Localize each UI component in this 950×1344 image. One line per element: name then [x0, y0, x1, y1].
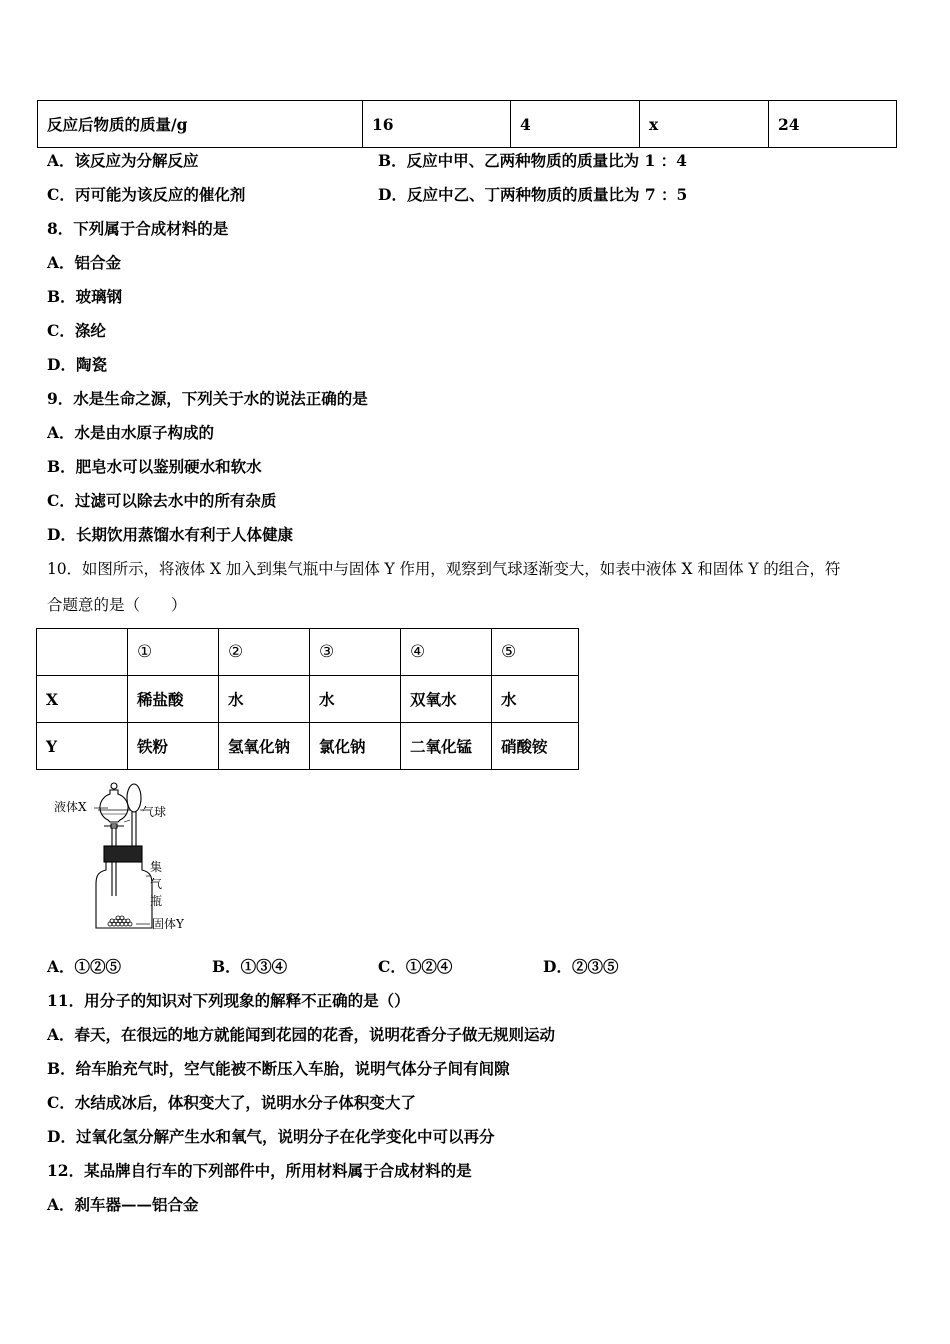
- table-row: [38, 101, 897, 148]
- q11-option-a: A．春天，在很远的地方就能闻到花园的花香，说明花香分子做无规则运动: [47, 1025, 556, 1044]
- row-label: 反应后物质的质量/g: [38, 101, 363, 148]
- q10-stem-line2: 合题意的是（ ）: [47, 596, 187, 614]
- q11-option-b: B．给车胎充气时，空气能被不断压入车胎，说明气体分子间有间隙: [47, 1059, 510, 1078]
- rubber-stopper: [104, 846, 142, 862]
- q10-option-c: C．①②④: [378, 957, 453, 976]
- q10-option-d: D．②③⑤: [543, 957, 619, 976]
- q10-stem-line1: 10．如图所示，将液体 X 加入到集气瓶中与固体 Y 作用，观察到气球逐渐变大，如表中液体 X 和固体 Y 的组合，符: [47, 560, 841, 578]
- q9-option-d: D．长期饮用蒸馏水有利于人体健康: [47, 525, 293, 544]
- q12-option-a: A．刹车器——铝合金: [47, 1195, 199, 1214]
- q9-option-b: B．肥皂水可以鉴别硬水和软水: [47, 457, 262, 476]
- q11-stem: 11．用分子的知识对下列现象的解释不正确的是（）: [47, 991, 410, 1010]
- value-cell: 24: [769, 101, 897, 148]
- header-cell: ④: [401, 629, 492, 676]
- header-cell: [37, 629, 128, 676]
- header-cell: ③: [310, 629, 401, 676]
- label-bottle-3: 瓶: [150, 894, 163, 908]
- funnel-bulb: [100, 790, 128, 822]
- solid-particles: [108, 916, 132, 926]
- table-cell: 硝酸铵: [492, 723, 579, 770]
- q11-option-d: D．过氧化氢分解产生水和氧气，说明分子在化学变化中可以再分: [47, 1127, 495, 1146]
- q11-option-c: C．水结成冰后，体积变大了，说明水分子体积变大了: [47, 1093, 416, 1112]
- q9-option-c: C．过滤可以除去水中的所有杂质: [47, 491, 277, 510]
- q7-option-d: D．反应中乙、丁两种物质的质量比为 7 ：5: [378, 185, 688, 204]
- label-liquid-x: 液体X: [54, 800, 87, 814]
- label-bottle-2: 气: [150, 877, 163, 891]
- balloon: [127, 784, 141, 812]
- q10-option-a: A．①②⑤: [47, 957, 122, 976]
- header-cell: ①: [128, 629, 219, 676]
- mass-table: [37, 100, 897, 148]
- value-cell: 4: [511, 101, 640, 148]
- q8-stem: 8．下列属于合成材料的是: [47, 219, 229, 238]
- funnel-stopper: [111, 783, 117, 789]
- q8-option-d: D．陶瓷: [47, 355, 107, 374]
- q12-stem: 12．某品牌自行车的下列部件中，所用材料属于合成材料的是: [47, 1161, 472, 1180]
- row-label: X: [37, 676, 128, 723]
- table-cell: 水: [492, 676, 579, 723]
- table-row: [37, 629, 579, 676]
- table-cell: 稀盐酸: [128, 676, 219, 723]
- q9-option-a: A．水是由水原子构成的: [47, 423, 215, 442]
- q8-option-c: C．涤纶: [47, 321, 106, 340]
- table-row: [37, 676, 579, 723]
- combination-table: [36, 628, 579, 770]
- q8-option-a: A．铝合金: [47, 253, 122, 272]
- header-cell: ⑤: [492, 629, 579, 676]
- table-cell: 铁粉: [128, 723, 219, 770]
- row-label: Y: [37, 723, 128, 770]
- table-row: [37, 723, 579, 770]
- table-cell: 二氧化锰: [401, 723, 492, 770]
- table-cell: 水: [310, 676, 401, 723]
- label-solid-y: 固体Y: [152, 917, 184, 931]
- table-cell: 氢氧化钠: [219, 723, 310, 770]
- q7-option-c: C．丙可能为该反应的催化剂: [47, 185, 246, 204]
- table-cell: 双氧水: [401, 676, 492, 723]
- q7-option-b: B．反应中甲、乙两种物质的质量比为 1 ：4: [378, 151, 687, 170]
- q9-stem: 9．水是生命之源，下列关于水的说法正确的是: [47, 389, 368, 408]
- q8-option-b: B．玻璃钢: [47, 287, 123, 306]
- table-cell: 氯化钠: [310, 723, 401, 770]
- q10-option-b: B．①③④: [212, 957, 288, 976]
- header-cell: ②: [219, 629, 310, 676]
- q7-option-a: A．该反应为分解反应: [47, 151, 199, 170]
- label-bottle-1: 集: [150, 860, 163, 874]
- value-cell: 16: [363, 101, 511, 148]
- table-cell: 水: [219, 676, 310, 723]
- label-balloon: 气球: [142, 805, 167, 819]
- value-cell: x: [640, 101, 769, 148]
